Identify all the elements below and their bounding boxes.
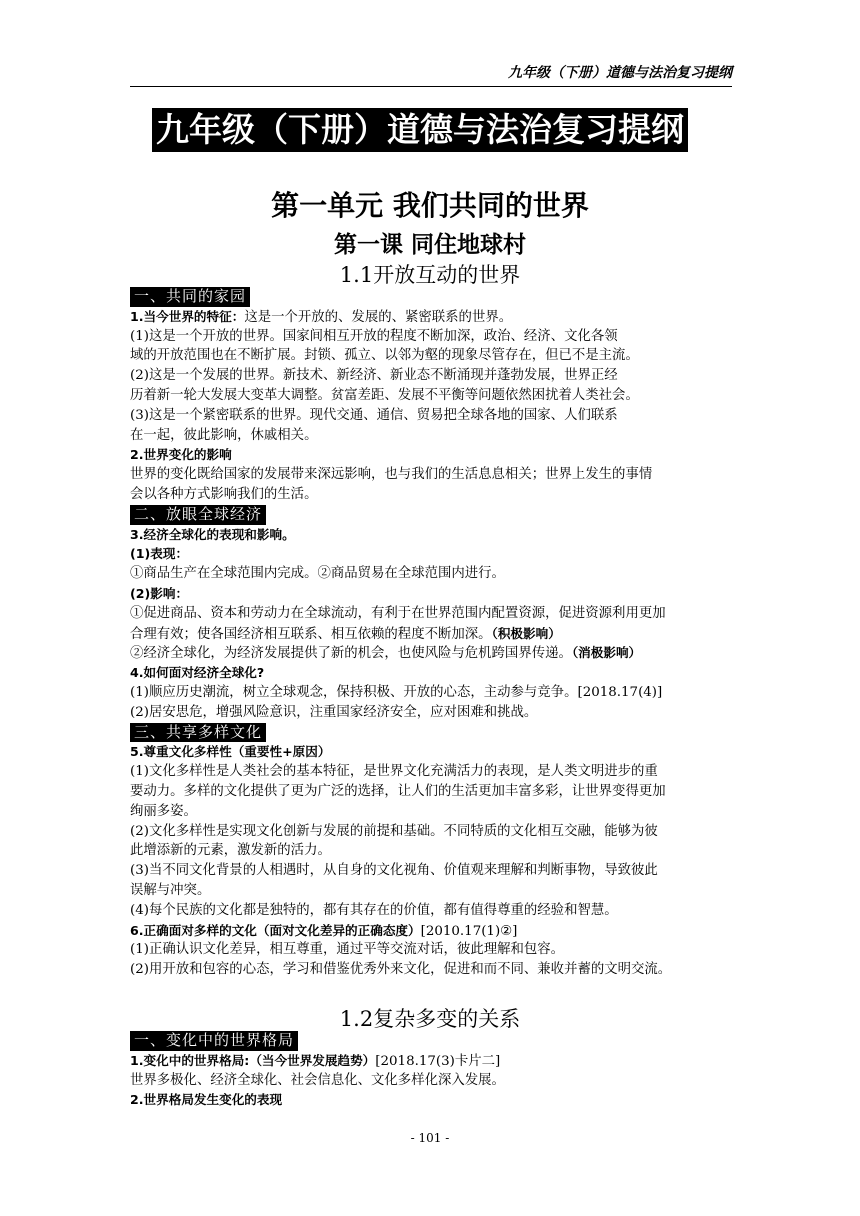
- page-number: - 101 -: [410, 1131, 450, 1145]
- paragraph-line: 此增添新的元素，激发新的活力。: [130, 843, 331, 859]
- unit-title: 第一单元 我们共同的世界: [271, 189, 589, 222]
- paragraph-line: (4)每个民族的文化都是独特的，都有其存在的价值，都有值得尊重的经验和智慧。: [130, 902, 618, 918]
- paragraph-line: 世界的变化既给国家的发展带来深远影响，也与我们的生活息息相关；世界上发生的事情: [130, 467, 653, 483]
- paragraph-line: ①商品生产在全球范围内完成。②商品贸易在全球范围内进行。: [130, 566, 505, 582]
- paragraph-line: 要动力。多样的文化提供了更为广泛的选择，让人们的生活更加丰富多彩，让世界变得更加: [130, 783, 666, 799]
- document-title-banner: 九年级（下册）道德与法治复习提纲: [152, 108, 688, 152]
- paragraph-line: 世界多极化、经济全球化、社会信息化、文化多样化深入发展。: [130, 1072, 505, 1088]
- paragraph-line: (3)当不同文化背景的人相遇时，从自身的文化视角、价值观来理解和判断事物，导致彼此: [130, 863, 658, 879]
- question-1-label: 1.当今世界的特征：: [130, 308, 245, 324]
- paragraph-line: 历着新一轮大发展大变革大调整。贫富差距、发展不平衡等问题依然困扰着人类社会。: [130, 387, 639, 403]
- section-title-1-1: 1.1开放互动的世界: [339, 263, 521, 287]
- paragraph-line: 域的开放范围也在不断扩展。封锁、孤立、以邻为壑的现象尽管存在，但已不是主流。: [130, 348, 639, 364]
- paragraph-line: (2)文化多样性是实现文化创新与发展的前提和基础。不同特质的文化相互交融，能够为彼: [130, 823, 658, 839]
- paragraph-line: (2)居安思危，增强风险意识，注重国家经济安全，应对困难和挑战。: [130, 704, 538, 720]
- paragraph-line: (1)文化多样性是人类社会的基本特征，是世界文化充满活力的表现，是人类文明进步的重: [130, 764, 658, 780]
- question-6-label: 6.正确面对多样的文化（面对文化差异的正确态度）: [130, 922, 421, 938]
- question-2-label: 2.世界格局发生变化的表现: [130, 1092, 283, 1108]
- section-title-1-2: 1.2复杂多变的关系: [339, 1007, 521, 1031]
- question-4-label: 4.如何面对经济全球化?: [130, 665, 265, 681]
- question-2-label: 2.世界变化的影响: [130, 447, 232, 463]
- paragraph-line: 会以各种方式影响我们的生活。: [130, 486, 318, 502]
- paragraph-line: (2)这是一个发展的世界。新技术、新经济、新业态不断涌现并蓬勃发展，世界正经: [130, 368, 618, 384]
- question-3-label: 3.经济全球化的表现和影响。: [130, 526, 295, 542]
- question-1-label: 1.变化中的世界格局:（当今世界发展趋势）: [130, 1052, 376, 1068]
- running-header: 九年级（下册）道德与法治复习提纲: [508, 65, 732, 81]
- paragraph-line: (1)顺应历史潮流，树立全球观念，保持积极、开放的心态，主动参与竞争。[2018.17(4)]: [130, 684, 663, 700]
- lesson-title: 第一课 同住地球村: [333, 232, 526, 258]
- heading-common-home: 一、共同的家园: [130, 287, 250, 307]
- heading-global-economy: 二、放眼全球经济: [130, 505, 266, 525]
- paragraph-line: 在一起，彼此影响，休戚相关。: [130, 427, 318, 443]
- header-rule: [130, 86, 732, 87]
- paragraph-line: 误解与冲突。: [130, 882, 211, 898]
- paragraph-line: (2)用开放和包容的心态，学习和借鉴优秀外来文化，促进和而不同、兼收并蓄的文明交流。: [130, 962, 672, 978]
- heading-changing-world-pattern: 一、变化中的世界格局: [130, 1031, 298, 1051]
- section-1-2-body: [130, 1031, 730, 1110]
- positive-impact-tag: （积极影响）: [491, 625, 561, 641]
- heading-shared-cultures: 三、共享多样文化: [130, 723, 266, 743]
- question-1-text: 这是一个开放的、发展的、紧密联系的世界。: [244, 309, 513, 325]
- paragraph-line: (1)正确认识文化差异，相互尊重，通过平等交流对话，彼此理解和包容。: [130, 942, 565, 958]
- negative-impact-tag: （消极影响）: [571, 645, 642, 661]
- paragraph-line: ②经济全球化，为经济发展提供了新的机会，也使风险与危机跨国界传递。: [130, 646, 572, 662]
- paragraph-line: 合理有效；使各国经济相互联系、相互依赖的程度不断加深。: [130, 626, 492, 642]
- section-1-1-body: [130, 287, 730, 980]
- subheading-impact: (2)影响：: [130, 585, 189, 601]
- paragraph-line: (3)这是一个紧密联系的世界。现代交通、通信、贸易把全球各地的国家、人们联系: [130, 407, 618, 423]
- question-6-reference: [2010.17(1)②]: [420, 923, 518, 939]
- question-1-reference: [2018.17(3)卡片二]: [375, 1053, 501, 1069]
- paragraph-line: 绚丽多姿。: [130, 803, 197, 819]
- subheading-manifestation: (1)表现：: [130, 546, 189, 562]
- paragraph-line: (1)这是一个开放的世界。国家间相互开放的程度不断加深，政治、经济、文化各领: [130, 328, 618, 344]
- question-5-label: 5.尊重文化多样性（重要性+原因）: [130, 744, 331, 760]
- paragraph-line: ①促进商品、资本和劳动力在全球流动，有利于在世界范围内配置资源，促进资源利用更加: [130, 605, 666, 621]
